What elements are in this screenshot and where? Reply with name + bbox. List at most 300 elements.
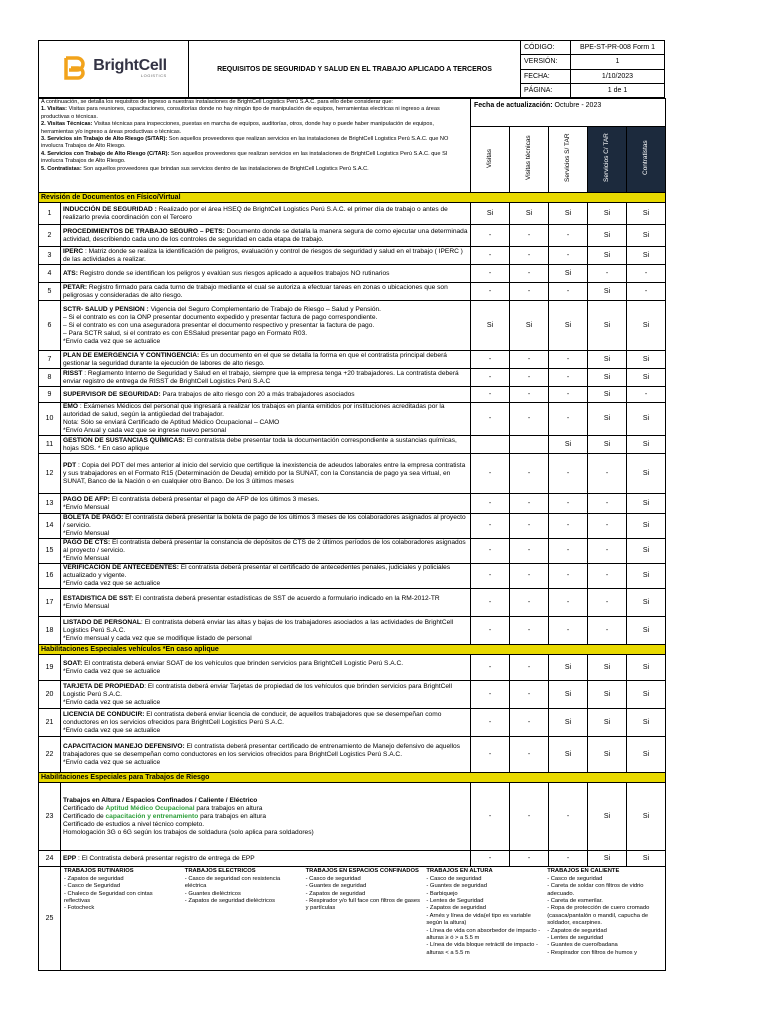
row-description xyxy=(61,369,471,387)
table-row xyxy=(39,617,666,645)
epp-item: - Fotocheck xyxy=(64,905,95,912)
table-row xyxy=(39,387,666,403)
row-title: BOLETA DE PAGO: xyxy=(63,514,124,522)
row-text: : Reglamento Interno de Seguridad y Salud en el trabajo, siempre que la empresa tenga +20 trabajadores. La contratista deberá enviar registro de entrega de RISST de BrightCell Logistics Perú S.A.C xyxy=(63,369,459,385)
mark-servicios-c-tar: - xyxy=(588,265,627,283)
row-number: 8 xyxy=(39,369,61,387)
mark-servicios-s-tar: Si xyxy=(549,436,588,454)
row-number: 19 xyxy=(39,655,61,681)
row-text: Para trabajos de alto riesgo con 20 a más trabajadores asociados xyxy=(160,390,355,398)
row-title: GESTION DE SUSTANCIAS QUÍMICAS: xyxy=(63,436,185,444)
row-title: SUPERVISOR DE SEGURIDAD: xyxy=(63,390,161,398)
section-title-risk: Habilitaciones Especiales para Trabajos de Riesgo xyxy=(39,773,666,783)
mark-servicios-c-tar: - xyxy=(588,589,627,617)
mark-visitas-tecnicas: - xyxy=(510,737,549,773)
row-description xyxy=(61,737,471,773)
epp-item: - Arnés y línea de vida(el tipo es variable según la altura) xyxy=(426,912,531,927)
mark-servicios-c-tar: - xyxy=(588,454,627,494)
row-description xyxy=(61,265,471,283)
mark-visitas-tecnicas: - xyxy=(510,514,549,539)
row-description xyxy=(61,783,471,851)
company-logo xyxy=(60,54,166,82)
meta-label-date: FECHA: xyxy=(521,69,571,83)
row-title: PDT xyxy=(63,461,77,469)
mark-servicios-c-tar: - xyxy=(588,617,627,645)
mark-visitas: - xyxy=(471,539,510,564)
epp-group xyxy=(182,867,303,958)
mark-servicios-s-tar: Si xyxy=(549,655,588,681)
row-number: 7 xyxy=(39,351,61,369)
mark-visitas: Si xyxy=(471,301,510,351)
meta-label-page: PÁGINA: xyxy=(521,83,571,97)
epp-item: - Casco de seguridad xyxy=(426,875,482,882)
mark-servicios-c-tar: Si xyxy=(588,247,627,265)
meta-value-version: 1 xyxy=(571,55,665,69)
cert-highlight: Aptitud Médico Ocupacional xyxy=(105,804,195,812)
epp-item: - Zapatos de seguridad xyxy=(547,927,607,934)
mark-visitas: Si xyxy=(471,203,510,225)
intro-text xyxy=(39,99,471,193)
col-visitas-tecnicas: Visitas técnicas xyxy=(510,127,549,193)
mark-servicios-c-tar: Si xyxy=(588,783,627,851)
row-title: ATS: xyxy=(63,269,78,277)
mark-visitas-tecnicas: - xyxy=(510,655,549,681)
mark-visitas-tecnicas: - xyxy=(510,681,549,709)
table-row xyxy=(39,709,666,737)
update-date xyxy=(471,99,665,126)
mark-contratistas: Si xyxy=(627,589,666,617)
row-text: Registro firmado para cada turno de trabajo mediante el cual se autoriza a efectuar tareas en zonas o ubicaciones que son peligrosas y consideradas de alto riesgo. xyxy=(63,283,448,299)
brand-subtitle: LOGISTICS xyxy=(140,72,167,78)
update-label: Fecha de actualización: xyxy=(474,102,553,109)
epp-item: - Zapatos de seguridad xyxy=(426,905,487,912)
epp-item: - Guantes dieléctricos xyxy=(184,890,241,897)
logo-cell xyxy=(39,41,189,98)
mark-visitas: - xyxy=(471,617,510,645)
intro-item-text: Visitas para reuniones, capacitaciones, consultorías donde no hay ningún tipo de manipulación de equipos, herramientas electricas ni ingreso a áreas productivas o técnicas. xyxy=(41,106,440,120)
mark-servicios-s-tar: - xyxy=(549,589,588,617)
table-row xyxy=(39,436,666,454)
row-description xyxy=(61,851,471,867)
row-description xyxy=(61,203,471,225)
mark-contratistas: Si xyxy=(627,203,666,225)
table-row xyxy=(39,403,666,436)
mark-visitas: - xyxy=(471,737,510,773)
intro-item-label: 2. xyxy=(41,121,46,128)
epp-item: - Lentes de seguridad xyxy=(547,935,604,942)
intro-item xyxy=(41,106,468,121)
row-number: 9 xyxy=(39,387,61,403)
row-text: : Matriz donde se realiza la identificación de peligros, evaluación y control de riesgos de seguridad y salud en el trabajo ( IPERC ) de las actividades a realizar. xyxy=(63,247,463,263)
row-title: IPERC xyxy=(63,247,84,255)
epp-item: - Careta de esmerilar. xyxy=(547,898,603,905)
mark-servicios-s-tar: - xyxy=(549,617,588,645)
brand-name: BrightCell xyxy=(93,56,167,74)
epp-item: - Zapatos de seguridad xyxy=(64,875,124,882)
epp-item: - Lentes de Seguridad xyxy=(426,898,484,905)
epp-item: - Guantes de seguridad xyxy=(305,883,367,890)
row-title: PAGO DE AFP: xyxy=(63,495,110,503)
table-row xyxy=(39,737,666,773)
row-description xyxy=(61,617,471,645)
row-title: SCTR- SALUD y PENSION : xyxy=(63,305,149,313)
mark-visitas: - xyxy=(471,681,510,709)
row-number: 24 xyxy=(39,851,61,867)
row-number: 17 xyxy=(39,589,61,617)
mark-contratistas: Si xyxy=(627,494,666,514)
row-title: PLAN DE EMERGENCIA Y CONTINGENCIA: xyxy=(63,351,200,359)
section-risk xyxy=(39,773,666,783)
row-text: : El contratista deberá enviar Tarjetas de propiedad de los vehículos que brinden servicios para BrightCell Logistic Perú S.A.C. *Envío cada vez que se actualice xyxy=(63,682,452,706)
mark-contratistas: Si xyxy=(627,617,666,645)
row-description xyxy=(61,436,471,454)
row-description xyxy=(61,514,471,539)
intro-item-label: 3. xyxy=(41,136,46,143)
mark-contratistas: Si xyxy=(627,247,666,265)
row-number: 10 xyxy=(39,403,61,436)
row-title: VERIFICACIÓN DE ANTECEDENTES: xyxy=(63,564,179,572)
row-number: 25 xyxy=(39,867,61,971)
mark-visitas: - xyxy=(471,225,510,247)
row-description xyxy=(61,387,471,403)
intro-item xyxy=(41,121,468,136)
mark-servicios-c-tar: Si xyxy=(588,681,627,709)
epp-item: - Zapatos de seguridad xyxy=(305,890,366,897)
mark-visitas-tecnicas: - xyxy=(510,454,549,494)
mark-visitas: - xyxy=(471,247,510,265)
row-description xyxy=(61,283,471,301)
requirements-table xyxy=(38,98,666,971)
mark-servicios-c-tar: Si xyxy=(588,225,627,247)
mark-servicios-c-tar: Si xyxy=(588,709,627,737)
intro-item-title: Servicios sin Trabajo de Alto Riesgo (S/TAR): xyxy=(47,136,168,143)
row-text: El contratista deberá presentar la boleta de pago de los últimos 3 meses de los colaboradores asignados al proyecto / servicio. *Envío Mensual xyxy=(63,514,466,538)
row-text: El contratista deberá enviar SOAT de los vehículos que brinden servicios para BrightCell Logistic Perú S.A.C. *Envío cada vez que se actualice xyxy=(63,659,404,675)
mark-visitas: - xyxy=(471,655,510,681)
mark-servicios-s-tar: - xyxy=(549,225,588,247)
mark-servicios-s-tar: - xyxy=(549,454,588,494)
epp-item: - Casco de Seguridad xyxy=(64,883,121,890)
table-row xyxy=(39,283,666,301)
intro-definitions xyxy=(41,106,468,173)
epp-group xyxy=(544,867,665,958)
row-number: 2 xyxy=(39,225,61,247)
mark-visitas: - xyxy=(471,369,510,387)
brightcell-logo-icon xyxy=(60,54,88,82)
intro-item-title: Visitas Técnicas: xyxy=(47,121,93,128)
epp-item: - Respirador y/o full face con filtros de gases y partículas xyxy=(305,898,420,912)
cert-text: Certificado de xyxy=(63,812,106,820)
row-text: El contratista debe presentar toda la documentación correspondiente a sustancias químicas, hojas SDS. * En caso aplique xyxy=(63,436,457,452)
mark-servicios-s-tar: Si xyxy=(549,203,588,225)
epp-group xyxy=(303,867,424,958)
mark-contratistas: - xyxy=(627,387,666,403)
table-row xyxy=(39,589,666,617)
cert-highlight: capacitación y entrenamiento xyxy=(105,812,199,820)
mark-servicios-c-tar: Si xyxy=(588,203,627,225)
mark-visitas: - xyxy=(471,454,510,494)
update-value: Octubre - 2023 xyxy=(552,102,602,109)
row-number: 21 xyxy=(39,709,61,737)
mark-servicios-c-tar: Si xyxy=(588,369,627,387)
section-title-docs: Revisión de Documentos en Físico/Virtual xyxy=(39,193,666,203)
mark-visitas: - xyxy=(471,387,510,403)
mark-servicios-s-tar: - xyxy=(549,403,588,436)
mark-servicios-c-tar: Si xyxy=(588,436,627,454)
row-text: El contratista deberá presentar el pago de AFP de los últimos 3 meses. *Envío Mensual xyxy=(63,495,320,511)
row-description xyxy=(61,681,471,709)
mark-servicios-c-tar: Si xyxy=(588,351,627,369)
mark-visitas-tecnicas: - xyxy=(510,564,549,589)
mark-visitas: - xyxy=(471,514,510,539)
row-title: LISTADO DE PERSONAL xyxy=(63,618,141,626)
row-text: : El Contratista deberá presentar registro de entrega de EPP xyxy=(76,854,255,862)
table-row xyxy=(39,351,666,369)
mark-servicios-c-tar: Si xyxy=(588,283,627,301)
row-number: 4 xyxy=(39,265,61,283)
epp-item: - Zapatos de seguridad dieléctricos xyxy=(184,898,276,905)
table-row xyxy=(39,783,666,851)
table-row xyxy=(39,369,666,387)
mark-servicios-c-tar: Si xyxy=(588,737,627,773)
epp-item: - Chaleco de Seguridad con cintas reflectivas xyxy=(64,890,153,905)
mark-contratistas: Si xyxy=(627,403,666,436)
epp-group-title: TRABAJOS EN ALTURA xyxy=(426,868,493,875)
table-row xyxy=(39,247,666,265)
row-text: El contratista deberá presentar el certificado de antecedentes penales, judiciales y policiales actualizado y vigente. *Envío cada vez que se actualice xyxy=(63,564,451,588)
meta-label-version: VERSIÓN: xyxy=(521,55,571,69)
mark-visitas: - xyxy=(471,403,510,436)
cert-text: Homologación 3G o 6G según los trabajos de soldadura (solo aplica para soldadores) xyxy=(63,828,314,836)
document-title: REQUISITOS DE SEGURIDAD Y SALUD EN EL TRABAJO APLICADO A TERCEROS xyxy=(189,41,521,98)
intro-row xyxy=(39,99,666,193)
mark-visitas: - xyxy=(471,589,510,617)
epp-group-title: TRABAJOS EN ESPACIOS CONFINADOS xyxy=(305,868,419,875)
mark-visitas-tecnicas: Si xyxy=(510,203,549,225)
epp-item: - Casco de seguridad con resistencia eléctrica xyxy=(184,875,281,890)
mark-servicios-s-tar: Si xyxy=(549,681,588,709)
row-text: Realizado por el área HSEQ de BrightCell Logistics Perú S.A.C. el primer día de trabajo o antes de realizarlo previa coordinación con el Tercero xyxy=(63,205,448,221)
mark-visitas-tecnicas: - xyxy=(510,589,549,617)
epp-item: - Respirador con filtros de humos y xyxy=(547,949,638,956)
row-number: 20 xyxy=(39,681,61,709)
meta-label-code: CÓDIGO: xyxy=(521,41,571,55)
mark-servicios-c-tar: - xyxy=(588,514,627,539)
epp-group-title: TRABAJOS RUTINARIOS xyxy=(64,868,134,875)
table-row xyxy=(39,301,666,351)
row-number: 14 xyxy=(39,514,61,539)
table-row xyxy=(39,655,666,681)
mark-contratistas: Si xyxy=(627,783,666,851)
mark-visitas-tecnicas: - xyxy=(510,783,549,851)
table-row xyxy=(39,265,666,283)
meta-value-page: 1 de 1 xyxy=(571,83,665,97)
mark-visitas-tecnicas: - xyxy=(510,369,549,387)
mark-contratistas: Si xyxy=(627,351,666,369)
row-title: SOAT: xyxy=(63,659,83,667)
mark-servicios-s-tar: - xyxy=(549,851,588,867)
row-description xyxy=(61,247,471,265)
epp-item: - Casco de seguridad xyxy=(547,875,603,882)
epp-group xyxy=(423,867,544,958)
mark-visitas-tecnicas: - xyxy=(510,283,549,301)
row-title: CAPACITACION MANEJO DEFENSIVO: xyxy=(63,742,185,750)
mark-visitas: - xyxy=(471,783,510,851)
mark-servicios-s-tar: - xyxy=(549,564,588,589)
epp-item: - Careta de soldar con filtros de vidrio adecuado. xyxy=(547,883,644,897)
row-description xyxy=(61,225,471,247)
intro-item-title: Visitas: xyxy=(47,106,68,113)
mark-servicios-c-tar: - xyxy=(588,494,627,514)
mark-visitas-tecnicas: - xyxy=(510,851,549,867)
row-title: EPP xyxy=(63,854,77,862)
mark-contratistas: Si xyxy=(627,369,666,387)
mark-contratistas: Si xyxy=(627,301,666,351)
mark-visitas-tecnicas: - xyxy=(510,617,549,645)
mark-servicios-s-tar: - xyxy=(549,539,588,564)
mark-servicios-s-tar: - xyxy=(549,783,588,851)
mark-servicios-s-tar: - xyxy=(549,369,588,387)
mark-visitas-tecnicas xyxy=(510,436,549,454)
row-number: 23 xyxy=(39,783,61,851)
row-text: : Copia del PDT del mes anterior al inicio del servicio que certifique la inexistencia de adeudos laborales entre la empresa contratista y sus trabajadores en el Formato R15 (Determinación de Deuda) emitido por la SUNAT, con la Constancia de pago ya sea virtual, en SUNAT, Banco de la Nación o en cualquier otro Banco. De los 3 últimos meses xyxy=(63,461,466,485)
epp-item: - Línea de vida con absorbedor de impacto - alturas ≥ ó > a 5.5 m xyxy=(426,927,541,942)
col-servicios-c-tar: Servicios C/ TAR xyxy=(587,127,626,193)
mark-servicios-c-tar: - xyxy=(588,564,627,589)
epp-lists xyxy=(61,867,666,971)
mark-servicios-s-tar: Si xyxy=(549,737,588,773)
row-number: 13 xyxy=(39,494,61,514)
row-text: Es un documento en el que se detalla la forma en que el contratista principal deberá gestionar la seguridad durante la ejecución de labores de alto riesgo. xyxy=(63,351,447,367)
row-number: 15 xyxy=(39,539,61,564)
cert-text: para trabajos en altura xyxy=(194,804,263,812)
row-number: 5 xyxy=(39,283,61,301)
mark-contratistas: Si xyxy=(627,514,666,539)
mark-visitas: - xyxy=(471,851,510,867)
intro-item-label: 4. xyxy=(41,150,46,157)
row-number: 18 xyxy=(39,617,61,645)
intro-item-title: Contratistas: xyxy=(47,165,82,172)
mark-visitas-tecnicas: - xyxy=(510,403,549,436)
section-vehicles xyxy=(39,645,666,655)
col-contratistas: Contratistas xyxy=(626,127,665,193)
row-title: TARJETA DE PROPIEDAD xyxy=(63,682,145,690)
row-text: : Exámenes Médicos del personal que ingresará a realizar los trabajos en planta emitidos por instituciones acreditadas por la autoridad de salud, según la antigüedad del trabajador. Nota: Sólo se enviará Certificado de Aptitud Médico Ocupacional – CAMO *Envío Anual y cada vez que se ingrese nuevo personal xyxy=(63,403,445,435)
mark-visitas-tecnicas: - xyxy=(510,387,549,403)
col-servicios-s-tar: Servicios S/ TAR xyxy=(549,127,588,193)
cert-text: para trabajos en altura xyxy=(198,812,267,820)
document-header xyxy=(38,40,665,98)
intro-item-text: Visitas técnicas para inspecciones, puestas en marcha de equipos, auditorías, otros, donde hay o puede haber manipulación de equipos, herramientas y/o ingreso a áreas productivas o técnicas. xyxy=(41,121,434,135)
mark-visitas-tecnicas: - xyxy=(510,709,549,737)
row-number: 1 xyxy=(39,203,61,225)
row-text: Registro donde se identifican los peligros y evalúan sus riesgos aplicado a aquellos trabajos NO rutinarios xyxy=(77,269,390,277)
mark-contratistas: Si xyxy=(627,436,666,454)
intro-paragraph: A continuación, se detalla los requisitos de ingreso a nuestras instalaciones de BrightCell Logistics Perú S.A.C. para ello debe considerar que: xyxy=(41,99,393,105)
row-text: El contratista deberá presentar certificado de entrenamiento de Manejo defensivo de aquellos trabajadores que se desempeñan como conductores en los servicios ofrecidos para BrightCell Logistics Perú S.A.C. *Envío cada vez que se actualice xyxy=(63,742,461,766)
row-number: 22 xyxy=(39,737,61,773)
mark-visitas: - xyxy=(471,265,510,283)
mark-visitas: - xyxy=(471,564,510,589)
mark-contratistas: Si xyxy=(627,737,666,773)
row-description xyxy=(61,454,471,494)
row-description xyxy=(61,589,471,617)
row-description xyxy=(61,403,471,436)
mark-visitas: - xyxy=(471,494,510,514)
mark-servicios-s-tar: - xyxy=(549,283,588,301)
epp-group xyxy=(61,867,182,958)
epp-group-title: TRABAJOS ELECTRICOS xyxy=(184,868,256,875)
mark-visitas-tecnicas: - xyxy=(510,265,549,283)
mark-visitas: - xyxy=(471,709,510,737)
row-title: EMO xyxy=(63,403,79,411)
table-row xyxy=(39,851,666,867)
row-text: El contratista deberá presentar la constancia de depósitos de CTS de 2 últimos períodos de los colaboradores asignados al proyecto / servicio. *Envío Mensual xyxy=(63,539,466,563)
mark-servicios-s-tar: - xyxy=(549,514,588,539)
intro-item-label: 5. xyxy=(41,165,46,172)
intro-item-text: Son aquellos proveedores que brindan sus servicios dentro de las instalaciones de BrightCell Logistics Perú S.A.C. xyxy=(81,165,369,172)
mark-visitas-tecnicas: - xyxy=(510,225,549,247)
section-title-vehicles: Habilitaciones Especiales vehículos *En caso aplique xyxy=(39,645,666,655)
mark-visitas-tecnicas: Si xyxy=(510,301,549,351)
mark-contratistas: - xyxy=(627,283,666,301)
table-row xyxy=(39,681,666,709)
mark-servicios-s-tar: Si xyxy=(549,709,588,737)
table-row xyxy=(39,539,666,564)
mark-contratistas: Si xyxy=(627,655,666,681)
mark-servicios-s-tar: Si xyxy=(549,301,588,351)
mark-visitas xyxy=(471,436,510,454)
mark-contratistas: Si xyxy=(627,539,666,564)
mark-visitas: - xyxy=(471,351,510,369)
mark-visitas-tecnicas: - xyxy=(510,247,549,265)
row-title: PETAR: xyxy=(63,283,88,291)
mark-servicios-s-tar: Si xyxy=(549,265,588,283)
intro-item-title: Servicios con Trabajo de Alto Riesgo (C/TAR): xyxy=(47,150,170,157)
intro-item-label: 1. xyxy=(41,106,46,113)
row-text: : El contratista deberá enviar las altas y bajas de los trabajadores asociados a las actividades de BrightCell Logistics Perú S.A.C. *Envío mensual y cada vez que se modifique listado de personal xyxy=(63,618,454,642)
row-description xyxy=(61,539,471,564)
mark-servicios-s-tar: - xyxy=(549,351,588,369)
row-title: PAGO DE CTS: xyxy=(63,539,111,547)
row-text: Documento donde se detalla la manera segura de como ejecutar una determinada actividad, describiendo cada uno de los controles de seguridad en cada etapa de trabajo. xyxy=(63,227,468,243)
row-title: RISST xyxy=(63,369,83,377)
row-title: PROCEDIMIENTOS DE TRABAJO SEGURO – PETS: xyxy=(63,227,225,235)
row-number: 6 xyxy=(39,301,61,351)
epp-item: - Barbiquejo xyxy=(426,890,458,897)
mark-servicios-c-tar: Si xyxy=(588,851,627,867)
mark-contratistas: Si xyxy=(627,564,666,589)
row-number: 11 xyxy=(39,436,61,454)
epp-item: - Ropa de protección de cuero cromado (casaca/pantalón o mandil, capucha de soldador, escarpines. xyxy=(547,905,650,927)
mark-contratistas: Si xyxy=(627,709,666,737)
meta-value-date: 1/10/2023 xyxy=(571,69,665,83)
mark-visitas-tecnicas: - xyxy=(510,539,549,564)
row-description xyxy=(61,564,471,589)
mark-contratistas: - xyxy=(627,265,666,283)
mark-servicios-s-tar: - xyxy=(549,247,588,265)
intro-item-text: Son aquellos proveedores que realizan servicios en las instalaciones de BrightCell Logistics Perú S.A.C. que NO involucra Trabajos de Alto Riesgo. xyxy=(41,136,449,150)
mark-visitas-tecnicas: - xyxy=(510,351,549,369)
row-title: INDUCCIÓN DE SEGURIDAD : xyxy=(63,205,157,213)
row-description xyxy=(61,494,471,514)
epp-item: - Casco de seguridad xyxy=(305,875,361,882)
meta-value-code: BPE-ST-PR-008 Form 1 xyxy=(571,41,665,55)
epp-item: - Línea de vida bloque retráctil de impacto - alturas < a 5.5 m xyxy=(426,942,538,956)
mark-contratistas: Si xyxy=(627,225,666,247)
section-docs xyxy=(39,193,666,203)
row-text: El contratista deberá enviar licencia de conducir, de aquellos trabajadores que se desempeñan como conductores en los servicios ofrecidos para BrightCell Logistics Perú S.A.C. *Envío cada vez que se actualice xyxy=(63,710,442,734)
